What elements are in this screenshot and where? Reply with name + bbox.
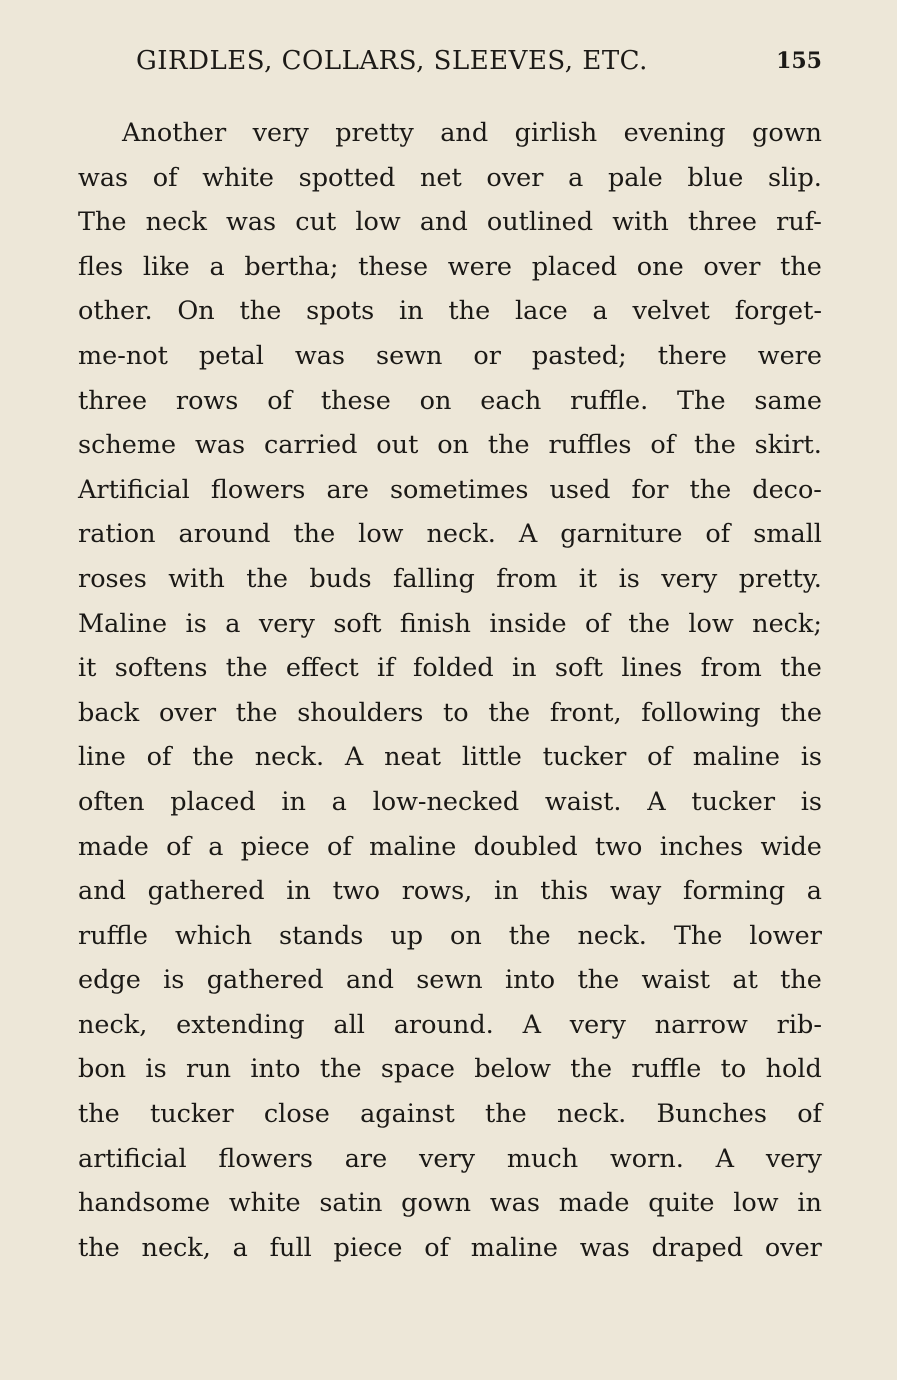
word: or [473, 340, 501, 371]
word: slip. [768, 162, 822, 193]
word: to [720, 1054, 747, 1085]
word: tucker [691, 786, 776, 817]
text-line [78, 825, 822, 870]
word: neat [384, 742, 442, 773]
word: of [267, 385, 292, 416]
word: tucker [149, 1099, 234, 1130]
text-line [78, 691, 822, 736]
word: sewn [416, 965, 483, 996]
word: from [700, 653, 762, 684]
word: a [225, 608, 241, 639]
word: to [443, 697, 469, 728]
word: two [332, 876, 380, 907]
word: of [650, 430, 676, 461]
word: maline [369, 831, 457, 862]
word: for [631, 474, 669, 505]
word: little [461, 742, 522, 773]
word: and [440, 118, 489, 148]
word: waist. [544, 786, 622, 817]
word: A [715, 1143, 735, 1174]
word: low [733, 1188, 779, 1219]
word: the [780, 251, 822, 282]
word: low [358, 519, 404, 550]
text-line [78, 1137, 822, 1182]
word: a [806, 876, 822, 907]
word: pretty. [738, 563, 822, 594]
text-line [78, 735, 822, 780]
word: was [195, 430, 246, 461]
word: in [511, 653, 537, 684]
text-line [78, 1047, 822, 1092]
word: forming [683, 876, 786, 907]
word: in [399, 296, 424, 327]
word: Another [122, 118, 227, 148]
word: a [592, 296, 608, 327]
text-line [78, 156, 822, 201]
word: evening [623, 118, 726, 148]
word: made [78, 831, 149, 862]
word: shoulders [297, 697, 424, 728]
word: satin [319, 1188, 383, 1219]
word: cut [295, 207, 337, 238]
word: neck [145, 207, 207, 238]
word: the [780, 653, 822, 684]
word: wide [760, 831, 822, 862]
word: very [419, 1143, 476, 1174]
word: rib- [776, 1009, 822, 1040]
word: Maline [78, 608, 168, 639]
word: inches [659, 831, 744, 862]
word: the [78, 1099, 120, 1130]
word: carried [264, 430, 358, 461]
word: sometimes [389, 474, 529, 505]
text-line [78, 468, 822, 513]
word: one [636, 251, 684, 282]
word: placed [531, 251, 618, 282]
word: around. [393, 1009, 494, 1040]
word: neck. [577, 920, 647, 951]
word: falling [392, 563, 475, 594]
word: low [688, 608, 734, 639]
word: garniture [560, 519, 683, 550]
word: lower [749, 920, 822, 951]
word: ruffle [78, 920, 148, 951]
word: around [178, 519, 271, 550]
word: ruffle [631, 1054, 702, 1085]
word: the [239, 296, 282, 327]
word: me-not [78, 340, 168, 371]
word: back [78, 697, 140, 728]
word: The [78, 207, 127, 238]
word: lines [621, 653, 683, 684]
word: of [327, 831, 352, 862]
word: the [570, 1054, 613, 1085]
word: gathered [147, 876, 265, 907]
word: on [450, 920, 482, 951]
text-line [78, 1092, 822, 1137]
word: the [694, 430, 736, 461]
word: on [419, 385, 452, 416]
running-title: GIRDLES, COLLARS, SLEEVES, ETC. [136, 46, 648, 76]
word: other. [78, 296, 153, 327]
word: made [558, 1188, 630, 1219]
word: neck. [426, 519, 496, 550]
word: extending [176, 1009, 305, 1040]
word: of [797, 1099, 822, 1130]
text-line [78, 200, 822, 245]
word: three [78, 385, 148, 416]
word: was [226, 207, 277, 238]
word: which [174, 920, 253, 951]
word: often [78, 786, 145, 817]
word: The [677, 385, 726, 416]
word: deco- [752, 474, 822, 505]
word: front, [549, 697, 622, 728]
word: rows, [401, 876, 473, 907]
word: neck, [78, 1009, 148, 1040]
word: soft [333, 608, 382, 639]
word: and [78, 876, 126, 907]
word: the [628, 608, 670, 639]
word: edge [78, 965, 141, 996]
word: spots [306, 296, 375, 327]
word: of [152, 162, 178, 193]
word: space [380, 1054, 455, 1085]
text-line [78, 1003, 822, 1048]
word: there [657, 340, 727, 371]
word: in [286, 876, 311, 907]
word: effect [285, 653, 359, 684]
word: if [377, 653, 395, 684]
word: into [250, 1054, 301, 1085]
word: over [703, 251, 761, 282]
word: from [496, 563, 558, 594]
word: the [487, 430, 530, 461]
word: each [480, 385, 542, 416]
word: is [618, 563, 640, 594]
word: white [228, 1188, 301, 1219]
text-line [78, 334, 822, 379]
word: the [577, 965, 620, 996]
word: was [489, 1188, 540, 1219]
text-line [78, 379, 822, 424]
word: over [486, 162, 544, 193]
word: lace [514, 296, 568, 327]
word: are [326, 474, 369, 505]
word: ruffles [548, 430, 632, 461]
word: run [185, 1054, 232, 1085]
word: bertha; [244, 251, 339, 282]
word: and [345, 965, 394, 996]
word: draped [651, 1232, 744, 1263]
word: rows [175, 385, 239, 416]
word: the [448, 296, 491, 327]
word: three [687, 207, 758, 238]
word: blue [687, 162, 744, 193]
word: pale [607, 162, 663, 193]
word: following [641, 697, 761, 728]
word: these [358, 251, 429, 282]
word: ruffle. [570, 385, 649, 416]
word: two [594, 831, 643, 862]
word: of [585, 608, 610, 639]
word: is [800, 742, 822, 773]
word: gown [401, 1188, 472, 1219]
word: these [320, 385, 391, 416]
word: maline [692, 742, 780, 773]
word: was [579, 1232, 630, 1263]
word: against [360, 1099, 455, 1130]
word: velvet [632, 296, 710, 327]
word: in [493, 876, 519, 907]
word: close [263, 1099, 330, 1130]
word: it [578, 563, 598, 594]
word: maline [470, 1232, 558, 1263]
word: softens [114, 653, 208, 684]
word: neck. [254, 742, 325, 773]
word: gathered [206, 965, 324, 996]
word: with [612, 207, 669, 238]
word: tucker [542, 742, 627, 773]
text-line [78, 914, 822, 959]
word: small [753, 519, 822, 550]
text-line [78, 869, 822, 914]
word: handsome [78, 1188, 211, 1219]
word: ration [78, 519, 156, 550]
word: inside [489, 608, 567, 639]
word: is [163, 965, 185, 996]
text-line [78, 646, 822, 691]
word: net [419, 162, 462, 193]
body-text [78, 111, 822, 1270]
word: of [166, 831, 191, 862]
word: like [142, 251, 190, 282]
word: much [506, 1143, 579, 1174]
running-head [136, 43, 822, 79]
word: the [192, 742, 234, 773]
word: quite [648, 1188, 715, 1219]
word: same [754, 385, 822, 416]
word: neck. [556, 1099, 627, 1130]
word: On [177, 296, 215, 327]
word: of [424, 1232, 450, 1263]
word: used [549, 474, 611, 505]
word: flowers [218, 1143, 313, 1174]
word: roses [78, 563, 147, 594]
word: neck, [141, 1232, 211, 1263]
word: the [780, 697, 822, 728]
text-line [78, 1226, 822, 1271]
word: below [474, 1054, 551, 1085]
word: is [145, 1054, 167, 1085]
text-line [78, 1181, 822, 1226]
word: in [281, 786, 306, 817]
word: folded [412, 653, 494, 684]
text-line [78, 557, 822, 602]
word: skirt. [754, 430, 822, 461]
word: very [569, 1009, 626, 1040]
word: stands [279, 920, 364, 951]
word: the [225, 653, 268, 684]
word: narrow [654, 1009, 748, 1040]
word: flowers [210, 474, 306, 505]
word: fles [78, 251, 124, 282]
word: The [673, 920, 723, 951]
word: petal [198, 340, 264, 371]
word: full [269, 1232, 312, 1263]
word: in [797, 1188, 822, 1219]
text-line [78, 245, 822, 290]
word: gown [752, 118, 822, 148]
word: doubled [473, 831, 578, 862]
word: on [437, 430, 469, 461]
word: Artificial [78, 474, 190, 505]
text-line [78, 958, 822, 1003]
word: a [568, 162, 584, 193]
text-line [78, 111, 822, 156]
word: the [508, 920, 551, 951]
word: placed [170, 786, 256, 817]
word: forget- [734, 296, 822, 327]
word: was [294, 340, 346, 371]
word: the [488, 697, 531, 728]
word: low-necked [372, 786, 520, 817]
word: up [390, 920, 424, 951]
text-line [78, 602, 822, 647]
word: was [78, 162, 129, 193]
word: scheme [78, 430, 177, 461]
word: low [355, 207, 401, 238]
word: are [344, 1143, 388, 1174]
word: this [540, 876, 589, 907]
word: the [78, 1232, 120, 1263]
word: the [235, 697, 278, 728]
word: a [208, 831, 224, 862]
word: a [209, 251, 225, 282]
word: into [504, 965, 556, 996]
text-line [78, 512, 822, 557]
word: a [331, 786, 347, 817]
word: a [232, 1232, 248, 1263]
word: very [252, 118, 309, 148]
word: soft [554, 653, 604, 684]
word: piece [333, 1232, 403, 1263]
word: A [518, 519, 538, 550]
word: A [344, 742, 364, 773]
word: very [765, 1143, 822, 1174]
word: A [522, 1009, 541, 1040]
word: the [246, 563, 289, 594]
word: artificial [78, 1143, 187, 1174]
word: pretty [335, 118, 414, 148]
word: pasted; [531, 340, 627, 371]
word: outlined [486, 207, 594, 238]
word: spotted [298, 162, 396, 193]
word: over [158, 697, 217, 728]
text-line [78, 289, 822, 334]
word: way [609, 876, 662, 907]
word: is [800, 786, 822, 817]
word: of [705, 519, 731, 550]
word: the [689, 474, 732, 505]
word: ruf- [776, 207, 822, 238]
word: waist [641, 965, 711, 996]
word: bon [78, 1054, 127, 1085]
word: the [293, 519, 336, 550]
word: it [78, 653, 97, 684]
word: very [661, 563, 718, 594]
word: sewn [375, 340, 443, 371]
word: the [319, 1054, 362, 1085]
word: Bunches [656, 1099, 767, 1130]
word: of [146, 742, 172, 773]
word: A [647, 786, 666, 817]
word: is [185, 608, 207, 639]
word: neck; [752, 608, 822, 639]
word: finish [399, 608, 471, 639]
word: the [780, 965, 822, 996]
word: white [202, 162, 274, 193]
word: were [447, 251, 512, 282]
word: out [376, 430, 419, 461]
text-line [78, 423, 822, 468]
word: line [78, 742, 126, 773]
word: girlish [514, 118, 598, 148]
word: the [484, 1099, 527, 1130]
word: buds [309, 563, 372, 594]
page-number: 155 [776, 48, 822, 74]
word: hold [765, 1054, 822, 1085]
word: were [757, 340, 822, 371]
word: worn. [609, 1143, 684, 1174]
word: over [764, 1232, 822, 1263]
word: all [333, 1009, 365, 1040]
word: and [419, 207, 468, 238]
word: piece [240, 831, 310, 862]
word: of [647, 742, 672, 773]
word: with [168, 563, 225, 594]
word: very [258, 608, 315, 639]
word: at [732, 965, 758, 996]
text-line [78, 780, 822, 825]
